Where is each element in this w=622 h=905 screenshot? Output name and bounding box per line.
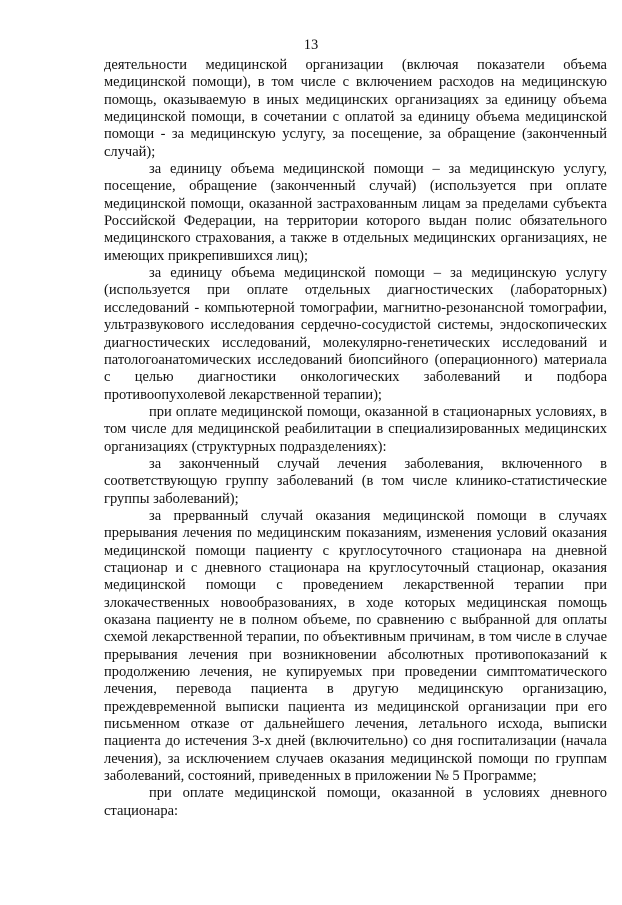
page-number: 13: [303, 37, 319, 53]
paragraph-1: деятельности медицинской организации (включая показатели объема медицинской помощи), в том числе с включением расходов на медицинскую помощь, оказываемую в иных медицинских организациях за единицу объема медицинской помощи, в сочетании с оплатой за единицу объема медицинской помощи - за медицинскую услугу, за посещение, за обращение (законченный случай);: [104, 57, 607, 160]
paragraph-2: за единицу объема медицинской помощи – за медицинскую услугу, посещение, обращение (законченный случай) (используется при оплате медицинской помощи, оказанной застрахованным лицам за пределами субъекта Российской Федерации, на территории которого выдан полис обязательного медицинского страхования, а также в отдельных медицинских организациях, не имеющих прикрепившихся лиц);: [104, 161, 607, 264]
paragraph-7: при оплате медицинской помощи, оказанной в условиях дневного стационара:: [104, 785, 607, 819]
paragraph-5: за законченный случай лечения заболевания, включенного в соответствующую группу заболеваний (в том числе клинико-статистические группы заболеваний);: [104, 455, 607, 507]
paragraph-3: за единицу объема медицинской помощи – за медицинскую услугу (используется при оплате отдельных диагностических (лабораторных) исследований - компьютерной томографии, магнитно-резонансной томографии, ультразвукового исследования сердечно-сосудистой системы, эндоскопических диагностических исследований, молекулярно-генетических исследований и патологоанатомических исследований биопсийного (операционного) материала с целью диагностики онкологических заболеваний и подбора противоопухолевой лекарственной терапии);: [104, 265, 607, 403]
paragraph-4: при оплате медицинской помощи, оказанной в стационарных условиях, в том числе для медицинской реабилитации в специализированных медицинских организациях (структурных подразделениях):: [104, 403, 607, 455]
body-text: [104, 57, 607, 820]
paragraph-6: за прерванный случай оказания медицинской помощи в случаях прерывания лечения по медицинским показаниям, изменения условий оказания медицинской помощи пациенту с круглосуточного стационара на дневной стационар и с дневного стационара на круглосуточный стационар, оказания медицинской помощи с проведением лекарственной терапии при злокачественных новообразованиях, в ходе которых медицинская помощь оказана пациенту не в полном объеме, по сравнению с выбранной для оплаты схемой лекарственной терапии, по объективным причинам, в том числе в случае прерывания лечения при возникновении абсолютных противопоказаний к продолжению лечения, не купируемых при проведении симптоматического лечения, перевода пациента в другую медицинскую организацию, преждевременной выписки пациента из медицинской организации при его письменном отказе от дальнейшего лечения, летального исхода, выписки пациента до истечения 3-х дней (включительно) со дня госпитализации (начала лечения), за исключением случаев оказания медицинской помощи по группам заболеваний, состояний, приведенных в приложении № 5 Программе;: [104, 507, 607, 785]
